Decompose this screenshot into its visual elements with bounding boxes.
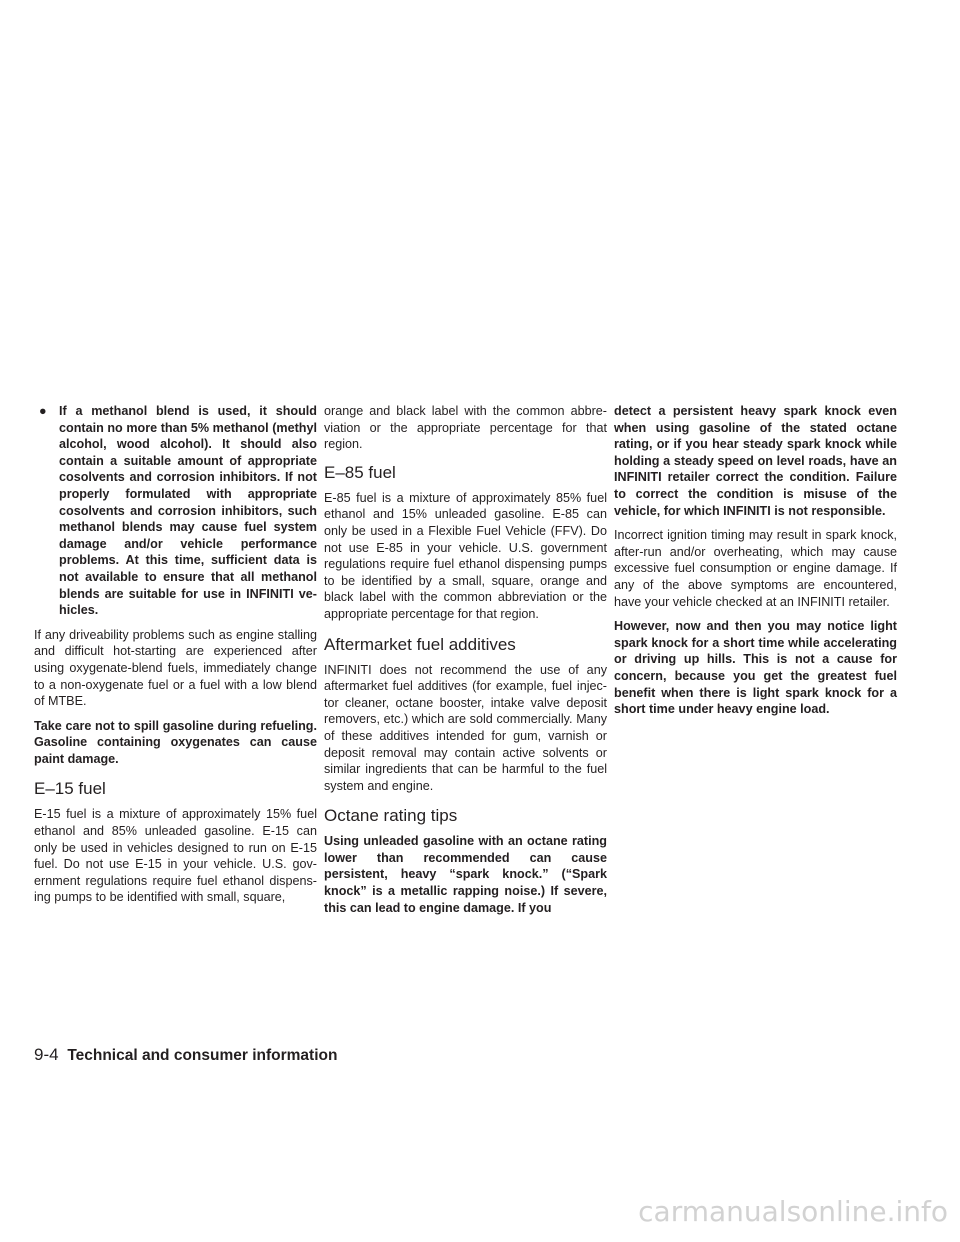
light-spark-knock-paragraph: However, now and then you may notice light spark knock for a short time while accelerating or driving up hills. This is not a cause for concern, because you get the greatest fuel benefit when there is light spark knock for a short time under heavy engine load. [614, 619, 897, 717]
page-footer [34, 1045, 337, 1066]
aftermarket-paragraph: INFINITI does not recommend the use of any aftermarket fuel additives (for example, fuel injector cleaner, octane booster, intake valve deposit removers, etc.) which are sold commercially. Many of these additives intended for gum, varnish or deposit removal may contain active solvents or similar ingredients that can be harmful to the fuel system and engine. [324, 662, 607, 793]
methanol-warning-bullet [34, 403, 317, 619]
section-title: Technical and consumer information [67, 1047, 338, 1064]
page-number: 9-4 [34, 1045, 59, 1064]
heading-e85-fuel: E–85 fuel [324, 462, 396, 482]
methanol-warning-text: If a methanol blend is used, it should contain no more than 5% methanol (methyl alcohol, wood alcohol). It should also contain a suitable amount of appropriate cosolvents and corrosion inhibitors. If not properly formulated with appropriate cosolvents and corrosion inhibitors, such methanol blends may cause fuel system damage and/or vehicle performance problems. At this time, sufficient data is not available to ensure that all methanol blends are suitable for use in INFINITI vehicles. [59, 404, 317, 618]
octane-warning-continued: detect a persistent heavy spark knock even when using gasoline of the stated octane rating, or if you hear steady spark knock while holding a steady speed on level roads, have an INFINITI retailer correct the condition. Failure to correct the condition is misuse of the vehicle, for which INFINITI is not responsible. [614, 404, 897, 518]
heading-aftermarket-fuel-additives: Aftermarket fuel additives [324, 634, 516, 654]
e15-paragraph-continued: orange and black label with the common abbreviation or the appropriate percentage for that region. [324, 404, 607, 452]
bullet-marker: ● [39, 404, 47, 418]
column-1 [34, 403, 317, 914]
column-3 [614, 403, 897, 726]
driveability-paragraph: If any driveability problems such as engine stalling and difficult hot-starting are experienced after using oxygenate-blend fuels, immediately change to a non-oxygenate fuel or a fuel with a low blend of MTBE. [34, 627, 317, 709]
heading-octane-rating-tips: Octane rating tips [324, 806, 458, 826]
column-2 [324, 403, 607, 924]
spill-warning-paragraph: Take care not to spill gasoline during refueling. Gasoline containing oxygenates can cause paint damage. [34, 718, 317, 766]
heading-e15-fuel: E–15 fuel [34, 779, 106, 799]
e85-paragraph: E-85 fuel is a mixture of approximately 85% fuel ethanol and 15% unleaded gasoline. E-85 can only be used in a Flexible Fuel Vehicle (FFV). Do not use E-85 in your vehicle. U.S. government regulations require fuel ethanol dispensing pumps to be identified by a small, square, orange and black label with the common abbreviation or the appropriate percentage for that region. [324, 490, 607, 621]
octane-warning-paragraph: Using unleaded gasoline with an octane rating lower than recommended can cause persistent, heavy “spark knock.” (“Spark knock” is a metallic rapping noise.) If severe, this can lead to engine damage. If you [324, 834, 607, 915]
ignition-timing-paragraph: Incorrect ignition timing may result in spark knock, after-run and/or overheating, which may cause excessive fuel consumption or engine damage. If any of the above symptoms are encountered, have your vehicle checked at an INFINITI retailer. [614, 528, 897, 609]
watermark: carmanualsonline.info [638, 1195, 948, 1228]
e15-paragraph: E-15 fuel is a mixture of approximately 15% fuel ethanol and 85% unleaded gasoline. E-15 can only be used in vehicles designed to run on E-15 fuel. Do not use E-15 in your vehicle. U.S. government regulations require fuel ethanol dispensing pumps to be identified with small, square, [34, 807, 317, 905]
